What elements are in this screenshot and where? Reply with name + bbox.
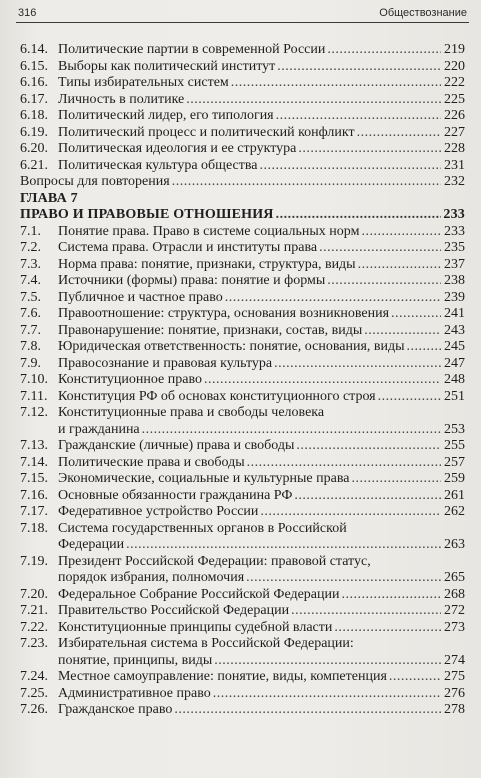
toc-entry [20, 686, 465, 703]
entry-page: 259 [444, 471, 465, 486]
toc-section-7 [20, 224, 465, 719]
entry-body [58, 389, 465, 406]
dot-leader [260, 504, 441, 521]
toc-entry [20, 438, 465, 455]
entry-body [58, 686, 465, 703]
entry-number: 7.26. [20, 702, 48, 717]
entry-title: Конституционные принципы судебной власти [58, 619, 333, 635]
dot-leader [358, 257, 441, 274]
dot-leader [247, 455, 441, 472]
entry-page: 276 [444, 685, 465, 701]
dot-leader [364, 323, 441, 340]
entry-line [20, 174, 465, 191]
chapter-page: 233 [443, 207, 465, 222]
chapter-heading [20, 191, 465, 224]
entry-body [58, 603, 465, 620]
entry-line [58, 257, 465, 274]
entry-number: 7.23. [20, 636, 48, 651]
entry-line [58, 669, 465, 686]
entry-body [58, 306, 465, 323]
toc-entry [20, 273, 465, 290]
entry-title: Понятие права. Право в системе социальных норм [58, 223, 360, 239]
entry-line [58, 339, 465, 356]
entry-number: 7.3. [20, 256, 41, 272]
entry-page: 278 [444, 702, 465, 717]
entry-page: 275 [444, 669, 465, 684]
entry-body [58, 224, 465, 241]
entry-number: 7.25. [20, 685, 48, 701]
entry-body [58, 620, 465, 637]
entry-number: 7.6. [20, 306, 41, 321]
entry-page: 257 [444, 454, 465, 470]
toc-entry [20, 306, 465, 323]
entry-page: 225 [444, 91, 465, 107]
toc-entry [20, 504, 465, 521]
entry-page: 237 [444, 256, 465, 272]
entry-body [58, 504, 465, 521]
entry-title: Гражданские (личные) права и свободы [58, 438, 295, 453]
entry-title: Публичное и частное право [58, 289, 223, 305]
entry-number: 7.17. [20, 504, 48, 519]
toc-entry [20, 603, 465, 620]
entry-page: 239 [444, 289, 465, 305]
entry-line [58, 273, 465, 290]
entry-body [58, 702, 465, 719]
entry-number: 7.14. [20, 454, 48, 470]
entry-line [58, 356, 465, 373]
entry-title: Политический процесс и политический конфликт [58, 124, 355, 140]
entry-title: Типы избирательных систем [58, 75, 229, 90]
entry-line [58, 570, 465, 587]
entry-number: 7.7. [20, 322, 41, 338]
entry-title: Гражданское право [58, 702, 173, 717]
entry-line [58, 224, 465, 241]
toc-entry [20, 389, 465, 406]
entry-page: 247 [444, 355, 465, 371]
toc-entry [20, 455, 465, 472]
dot-leader [142, 422, 441, 439]
entry-line [58, 372, 465, 389]
entry-page: 263 [444, 537, 465, 552]
entry-title: Избирательная система в Российской Федерации: [58, 636, 354, 651]
entry-title: Основные обязанности гражданина РФ [58, 487, 293, 503]
toc-entry [20, 158, 465, 175]
entry-number: 6.18. [20, 108, 48, 123]
dot-leader [246, 570, 441, 587]
entry-line [58, 504, 465, 521]
entry-body [58, 438, 465, 455]
entry-body [58, 59, 465, 76]
entry-title: Личность в политике [58, 91, 185, 107]
dot-leader [389, 669, 441, 686]
entry-title: Правительство Российской Федерации [58, 603, 290, 618]
entry-title: Система государственных органов в Российской [58, 520, 347, 536]
entry-page: 265 [444, 570, 465, 585]
entry-page: 238 [444, 273, 465, 288]
entry-number: 6.17. [20, 91, 48, 107]
entry-line [58, 323, 465, 340]
dot-leader [214, 653, 441, 670]
entry-title: Экономические, социальные и культурные права [58, 471, 350, 486]
entry-number: 7.22. [20, 619, 48, 635]
entry-line [58, 620, 465, 637]
entry-line [58, 42, 465, 59]
entry-number: 7.21. [20, 603, 48, 618]
entry-title: Выборы как политический институт [58, 58, 276, 74]
entry-title: Юридическая ответственность: понятие, основания, виды [58, 339, 405, 354]
header-rule [16, 22, 469, 23]
entry-number: 7.20. [20, 586, 48, 602]
entry-page: 253 [444, 421, 465, 437]
entry-body [20, 174, 465, 191]
toc-entry [20, 488, 465, 505]
entry-page: 261 [444, 487, 465, 503]
toc-entry [20, 75, 465, 92]
entry-title: Политическая культура общества [58, 157, 258, 173]
entry-number: 6.19. [20, 124, 48, 140]
entry-line [58, 158, 465, 175]
entry-title: порядок избрания, полномочия [58, 570, 245, 585]
entry-page: 262 [444, 504, 465, 519]
entry-page: 235 [444, 240, 465, 255]
entry-title: Конституционное право [58, 372, 202, 387]
entry-body [58, 356, 465, 373]
entry-title: Административное право [58, 685, 211, 701]
entry-body [58, 339, 465, 356]
chapter-title-line [20, 207, 465, 224]
entry-title: Федеральное Собрание Российской Федерации [58, 586, 340, 602]
dot-leader [319, 240, 441, 257]
entry-page: 273 [444, 619, 465, 635]
book-title: Обществознание [379, 7, 467, 19]
entry-line [58, 422, 465, 439]
dot-leader [225, 290, 441, 307]
entry-page: 231 [444, 157, 465, 173]
entry-line [58, 306, 465, 323]
entry-body [58, 372, 465, 389]
entry-line [58, 389, 465, 406]
entry-number: 7.4. [20, 273, 41, 288]
entry-title: Источники (формы) права: понятие и формы [58, 273, 326, 288]
entry-line [58, 455, 465, 472]
entry-page: 226 [444, 108, 465, 123]
entry-line [58, 240, 465, 257]
entry-line [58, 290, 465, 307]
page-number: 316 [18, 7, 37, 19]
toc-entry [20, 587, 465, 604]
dot-leader [260, 158, 442, 175]
entry-title: Местное самоуправление: понятие, виды, компетенция [58, 669, 387, 684]
entry-title: Норма права: понятие, признаки, структура, виды [58, 256, 356, 272]
entry-page: 219 [444, 42, 465, 57]
entry-number: 6.20. [20, 141, 48, 156]
toc-entry [20, 92, 465, 109]
entry-page: 227 [444, 124, 465, 140]
entry-number: 7.2. [20, 240, 41, 255]
entry-line [58, 488, 465, 505]
entry-line [58, 554, 465, 571]
entry-line [58, 405, 465, 422]
running-head [18, 4, 467, 22]
dot-leader [342, 587, 442, 604]
toc-entry [20, 521, 465, 554]
entry-number: 7.10. [20, 372, 48, 387]
toc-entry [20, 620, 465, 637]
dot-leader [357, 125, 441, 142]
dot-leader [213, 686, 441, 703]
toc-entry [20, 471, 465, 488]
toc-entry [20, 125, 465, 142]
dot-leader [276, 108, 441, 125]
entry-page: 241 [444, 306, 465, 321]
dot-leader [231, 75, 441, 92]
entry-page: 251 [444, 388, 465, 404]
toc-entry [20, 290, 465, 307]
entry-body [58, 273, 465, 290]
entry-title: понятие, принципы, виды [58, 652, 213, 668]
dot-leader [274, 356, 441, 373]
dot-leader [334, 620, 441, 637]
entry-number: 7.18. [20, 520, 48, 536]
entry-number: 7.15. [20, 471, 48, 486]
entry-line [58, 125, 465, 142]
entry-title: Правонарушение: понятие, признаки, состав, виды [58, 322, 363, 338]
entry-number: 7.16. [20, 487, 48, 503]
entry-title: Политические права и свободы [58, 454, 245, 470]
entry-body [58, 257, 465, 274]
entry-title: Президент Российской Федерации: правовой статус, [58, 553, 371, 569]
entry-line [58, 438, 465, 455]
entry-title: Правосознание и правовая культура [58, 355, 273, 371]
entry-body [58, 42, 465, 59]
entry-number: 6.16. [20, 75, 48, 90]
entry-title: и гражданина [58, 421, 140, 437]
toc-entry [20, 636, 465, 669]
entry-page: 268 [444, 586, 465, 602]
entry-line [58, 702, 465, 719]
entry-line [58, 686, 465, 703]
dot-leader [327, 273, 441, 290]
dot-leader [174, 702, 441, 719]
entry-line [58, 653, 465, 670]
entry-body [58, 141, 465, 158]
entry-body [58, 290, 465, 307]
dot-leader [327, 42, 441, 59]
entry-body [58, 587, 465, 604]
toc-entry [20, 108, 465, 125]
toc-entry [20, 240, 465, 257]
entry-page: 233 [444, 223, 465, 239]
toc-entry [20, 42, 465, 59]
entry-line [58, 108, 465, 125]
entry-number: 7.1. [20, 223, 41, 239]
dot-leader [277, 59, 441, 76]
entry-page: 255 [444, 438, 465, 453]
entry-body [58, 669, 465, 686]
entry-body [58, 636, 465, 669]
dot-leader [351, 471, 441, 488]
entry-line [58, 141, 465, 158]
entry-number: 7.13. [20, 438, 48, 453]
toc-entry [20, 141, 465, 158]
toc-entry [20, 702, 465, 719]
entry-title: Федеративное устройство России [58, 504, 259, 519]
entry-title: Конституционные права и свободы человека [58, 405, 325, 420]
entry-body [58, 455, 465, 472]
entry-line [58, 92, 465, 109]
entry-body [58, 240, 465, 257]
dot-leader [407, 339, 441, 356]
dot-leader [276, 207, 441, 224]
entry-body [58, 554, 465, 587]
chapter-label: ГЛАВА 7 [20, 190, 78, 206]
entry-body [58, 471, 465, 488]
entry-line [58, 59, 465, 76]
toc-entry [20, 372, 465, 389]
entry-body [58, 108, 465, 125]
entry-title: Политические партии в современной России [58, 42, 326, 57]
entry-body [58, 158, 465, 175]
entry-line [58, 471, 465, 488]
dot-leader [172, 174, 441, 191]
entry-number: 7.24. [20, 669, 48, 684]
entry-line [58, 603, 465, 620]
entry-number: 7.11. [20, 388, 48, 404]
entry-title: Конституция РФ об основах конституционного строя [58, 388, 376, 404]
dot-leader [296, 438, 441, 455]
entry-number: 7.19. [20, 553, 48, 569]
dot-leader [378, 389, 441, 406]
dot-leader [126, 537, 441, 554]
entry-number: 7.12. [20, 405, 48, 420]
entry-page: 228 [444, 141, 465, 156]
entry-page: 272 [444, 603, 465, 618]
toc-entry [20, 224, 465, 241]
dot-leader [298, 141, 441, 158]
toc-entry-review [20, 174, 465, 191]
entry-line [58, 521, 465, 538]
entry-title: Политический лидер, его типология [58, 108, 274, 123]
entry-body [58, 92, 465, 109]
entry-number: 7.8. [20, 339, 41, 354]
entry-title: Вопросы для повторения [20, 174, 170, 189]
entry-title: Политическая идеология и ее структура [58, 141, 297, 156]
entry-number: 7.9. [20, 355, 41, 371]
toc-entry [20, 356, 465, 373]
entry-body [58, 125, 465, 142]
entry-page: 222 [444, 75, 465, 90]
entry-number: 7.5. [20, 289, 41, 305]
entry-body [58, 521, 465, 554]
entry-page: 248 [444, 372, 465, 387]
entry-body [58, 488, 465, 505]
entry-page: 243 [444, 322, 465, 338]
entry-line [58, 75, 465, 92]
entry-line [58, 636, 465, 653]
entry-page: 220 [444, 58, 465, 74]
entry-number: 6.14. [20, 42, 48, 57]
toc-entry [20, 257, 465, 274]
entry-title: Правоотношение: структура, основания возникновения [58, 306, 390, 321]
entry-line [58, 537, 465, 554]
toc-section-6 [20, 42, 465, 191]
entry-page: 245 [444, 339, 465, 354]
dot-leader [204, 372, 441, 389]
entry-body [58, 323, 465, 340]
toc-entry [20, 323, 465, 340]
table-of-contents [20, 42, 465, 719]
entry-line [58, 587, 465, 604]
entry-body [58, 405, 465, 438]
dot-leader [361, 224, 441, 241]
toc-entry [20, 669, 465, 686]
entry-number: 6.15. [20, 58, 48, 74]
toc-entry [20, 59, 465, 76]
entry-title: Федерации [58, 537, 125, 552]
toc-entry [20, 405, 465, 438]
toc-entry [20, 554, 465, 587]
chapter-title: ПРАВО И ПРАВОВЫЕ ОТНОШЕНИЯ [20, 207, 274, 222]
entry-page: 232 [444, 174, 465, 189]
dot-leader [391, 306, 441, 323]
entry-page: 274 [444, 652, 465, 668]
entry-title: Система права. Отрасли и институты права [58, 240, 318, 255]
toc-entry [20, 339, 465, 356]
dot-leader [186, 92, 441, 109]
entry-body [58, 75, 465, 92]
dot-leader [294, 488, 441, 505]
dot-leader [291, 603, 441, 620]
entry-number: 6.21. [20, 157, 48, 173]
